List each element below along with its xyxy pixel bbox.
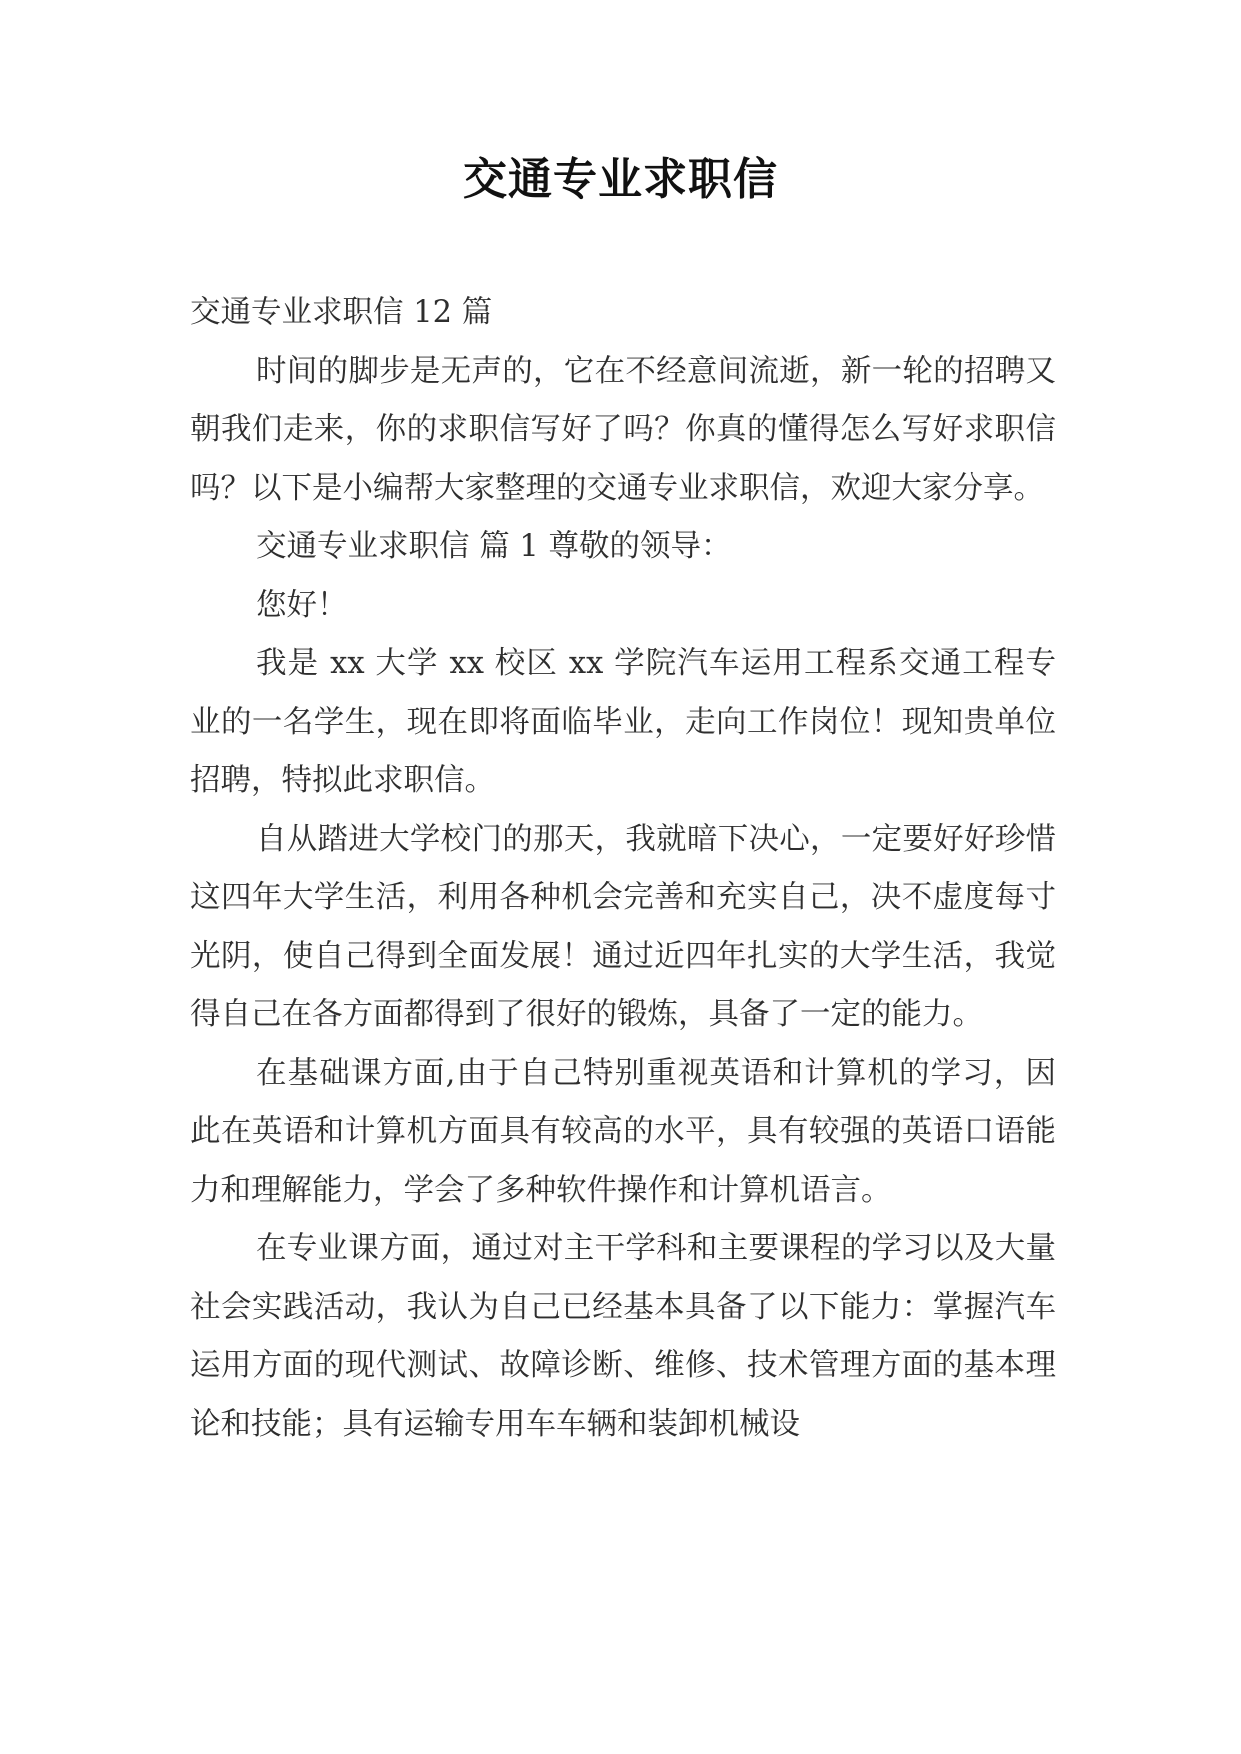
subtitle-paragraph: 交通专业求职信 12 篇 <box>190 295 493 330</box>
document-title: 交通专业求职信 <box>463 154 778 205</box>
greeting-paragraph: 您好！ <box>256 587 348 623</box>
body-paragraph: 在专业课方面，通过对主干学科和主要课程的学习以及大量社会实践活动，我认为自己已经基本具备了以下能力：掌握汽车运用方面的现代测试、故障诊断、维修、技术管理方面的基本理论和技能；具有运输专用车车辆和装卸机械设 <box>190 1231 1056 1442</box>
document-body <box>190 284 1056 1454</box>
body-paragraph: 自从踏进大学校门的那天，我就暗下决心，一定要好好珍惜这四年大学生活，利用各种机会完善和充实自己，决不虚度每寸光阴，使自己得到全面发展！通过近四年扎实的大学生活，我觉得自己在各方面都得到了很好的锻炼，具备了一定的能力。 <box>190 821 1056 1032</box>
body-paragraph: 在基础课方面,由于自己特别重视英语和计算机的学习，因此在英语和计算机方面具有较高的水平，具有较强的英语口语能力和理解能力，学会了多种软件操作和计算机语言。 <box>190 1055 1056 1208</box>
letter-heading-paragraph: 交通专业求职信 篇 1 尊敬的领导： <box>256 529 732 564</box>
body-paragraph: 我是 xx 大学 xx 校区 xx 学院汽车运用工程系交通工程专业的一名学生，现在即将面临毕业，走向工作岗位！现知贵单位招聘，特拟此求职信。 <box>190 646 1056 798</box>
intro-paragraph: 时间的脚步是无声的，它在不经意间流逝，新一轮的招聘又朝我们走来，你的求职信写好了吗？你真的懂得怎么写好求职信吗？以下是小编帮大家整理的交通专业求职信，欢迎大家分享。 <box>190 353 1056 506</box>
